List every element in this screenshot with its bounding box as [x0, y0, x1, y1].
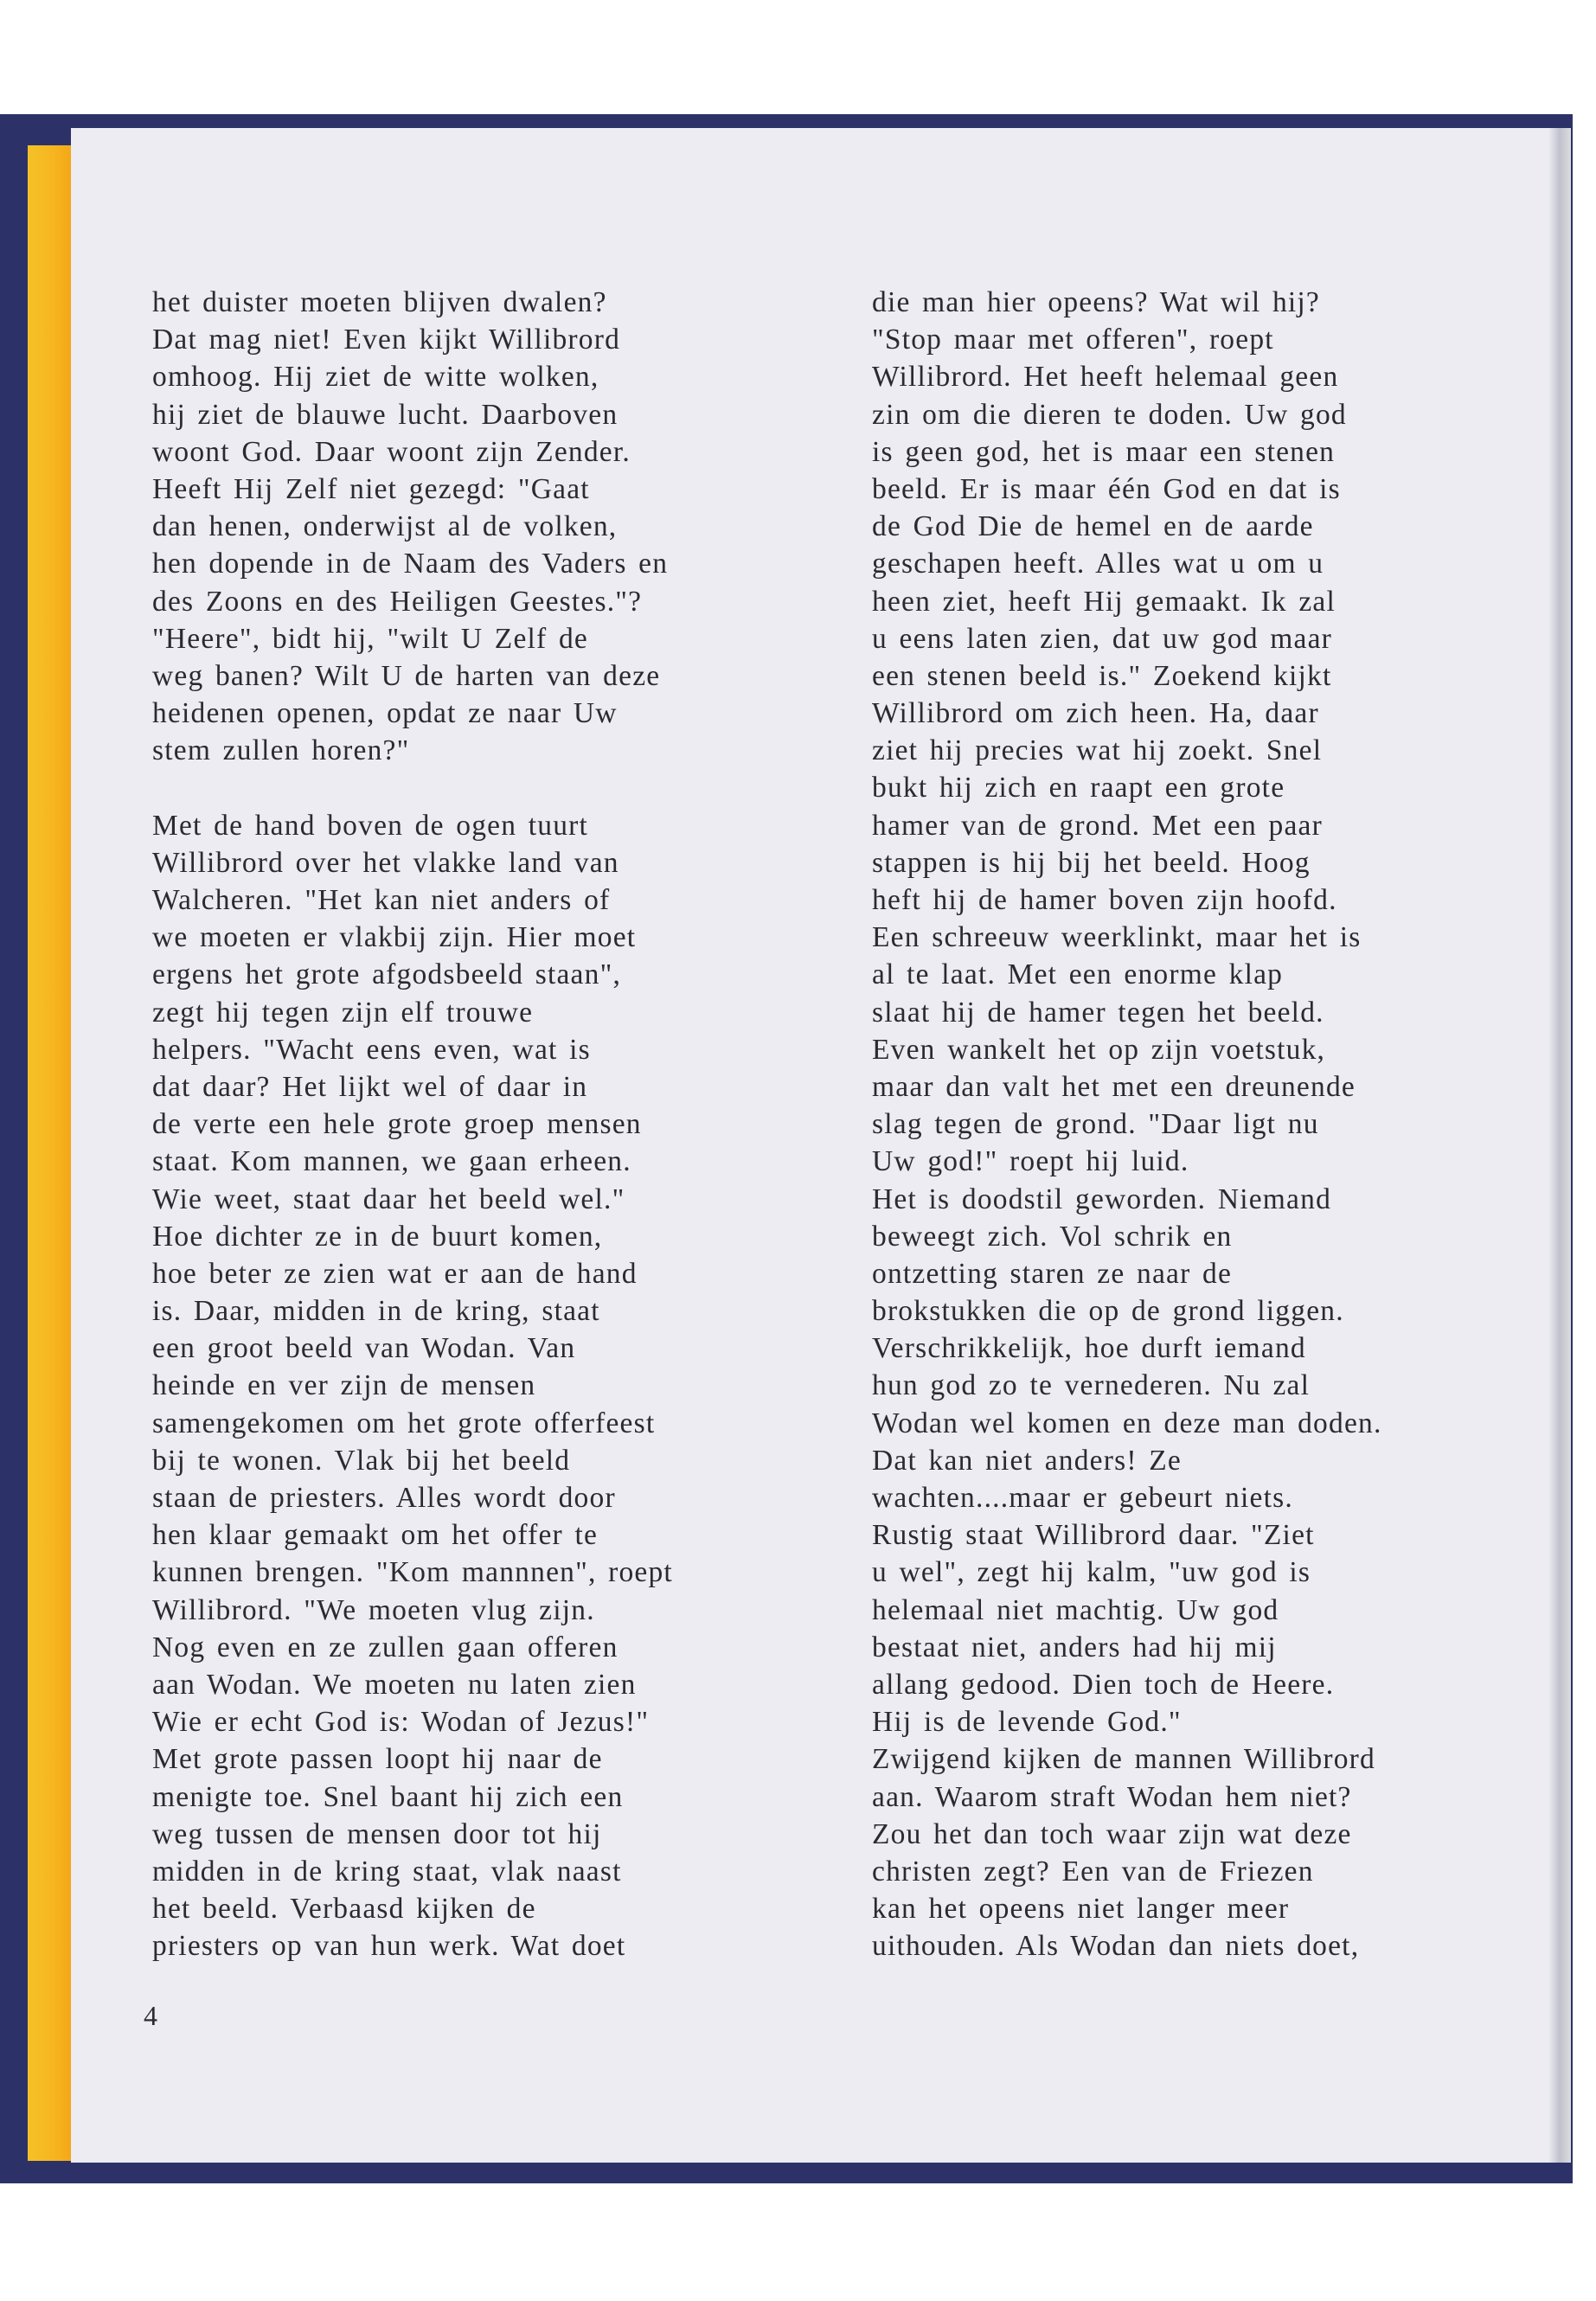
- text-line: de verte een hele grote groep mensen: [152, 1108, 642, 1141]
- text-line: hoe beter ze zien wat er aan de hand: [152, 1257, 638, 1290]
- right-text-column: [872, 284, 1382, 1965]
- text-line: helpers. "Wacht eens even, wat is: [152, 1033, 591, 1066]
- text-line: des Zoons en des Heiligen Geestes."?: [152, 585, 643, 618]
- text-line: bij te wonen. Vlak bij het beeld: [152, 1444, 571, 1477]
- text-line: hun god zo te vernederen. Nu zal: [872, 1369, 1311, 1402]
- text-line: u wel", zegt hij kalm, "uw god is: [872, 1556, 1311, 1589]
- text-line: we moeten er vlakbij zijn. Hier moet: [152, 921, 637, 954]
- text-line: brokstukken die op de grond liggen.: [872, 1295, 1344, 1328]
- text-line: Dat mag niet! Even kijkt Willibrord: [152, 324, 621, 356]
- text-line: is. Daar, midden in de kring, staat: [152, 1295, 600, 1328]
- text-line: Met de hand boven de ogen tuurt: [152, 809, 589, 842]
- text-line: Nog even en ze zullen gaan offeren: [152, 1631, 619, 1663]
- text-line: hij ziet de blauwe lucht. Daarboven: [152, 398, 619, 431]
- text-line: woont God. Daar woont zijn Zender.: [152, 435, 631, 468]
- page-fold-shadow: [1548, 128, 1571, 2163]
- left-text-column: [152, 284, 673, 1965]
- text-line: Uw god!" roept hij luid.: [872, 1145, 1189, 1178]
- text-line: Met grote passen loopt hij naar de: [152, 1743, 603, 1776]
- text-line: menigte toe. Snel baant hij zich een: [152, 1780, 624, 1813]
- text-line: priesters op van hun werk. Wat doet: [152, 1930, 626, 1963]
- text-line: stem zullen horen?": [152, 734, 410, 767]
- text-line: geschapen heeft. Alles wat u om u: [872, 548, 1324, 580]
- text-line: ziet hij precies wat hij zoekt. Snel: [872, 734, 1323, 767]
- text-line: Even wankelt het op zijn voetstuk,: [872, 1033, 1326, 1066]
- text-line: hen klaar gemaakt om het offer te: [152, 1519, 599, 1552]
- text-line: allang gedood. Dien toch de Heere.: [872, 1668, 1335, 1701]
- text-line: midden in de kring staat, vlak naast: [152, 1855, 622, 1888]
- text-line: een stenen beeld is." Zoekend kijkt: [872, 659, 1332, 692]
- text-line: beeld. Er is maar één God en dat is: [872, 472, 1341, 505]
- text-line: beweegt zich. Vol schrik en: [872, 1220, 1233, 1253]
- text-line: al te laat. Met een enorme klap: [872, 958, 1284, 991]
- text-line: stappen is hij bij het beeld. Hoog: [872, 846, 1311, 879]
- text-line: is geen god, het is maar een stenen: [872, 435, 1336, 468]
- text-line: heft hij de hamer boven zijn hoofd.: [872, 884, 1337, 916]
- text-line: Willibrord. "We moeten vlug zijn.: [152, 1593, 595, 1626]
- text-line: Heeft Hij Zelf niet gezegd: "Gaat: [152, 472, 590, 505]
- text-line: Willibrord om zich heen. Ha, daar: [872, 697, 1319, 730]
- text-line: Het is doodstil geworden. Niemand: [872, 1183, 1332, 1215]
- text-line: Hij is de levende God.": [872, 1706, 1182, 1739]
- text-line: Willibrord. Het heeft helemaal geen: [872, 361, 1339, 394]
- text-line: de God Die de hemel en de aarde: [872, 510, 1314, 543]
- text-line: u eens laten zien, dat uw god maar: [872, 622, 1333, 655]
- text-line: Wodan wel komen en deze man doden.: [872, 1407, 1382, 1439]
- text-line: samengekomen om het grote offerfeest: [152, 1407, 656, 1439]
- text-line: dat daar? Het lijkt wel of daar in: [152, 1070, 588, 1103]
- text-line: Willibrord over het vlakke land van: [152, 846, 619, 879]
- text-line: Zou het dan toch waar zijn wat deze: [872, 1817, 1352, 1850]
- text-line: slaat hij de hamer tegen het beeld.: [872, 996, 1324, 1029]
- text-line: kunnen brengen. "Kom mannnen", roept: [152, 1556, 673, 1589]
- text-line: Walcheren. "Het kan niet anders of: [152, 884, 611, 916]
- text-line: zegt hij tegen zijn elf trouwe: [152, 996, 534, 1029]
- text-line: aan Wodan. We moeten nu laten zien: [152, 1668, 637, 1701]
- text-line: zin om die dieren te doden. Uw god: [872, 398, 1347, 431]
- text-line: hen dopende in de Naam des Vaders en: [152, 548, 669, 580]
- text-line: kan het opeens niet langer meer: [872, 1893, 1290, 1926]
- book-spine-edge: [28, 145, 71, 2161]
- text-line: Hoe dichter ze in de buurt komen,: [152, 1220, 603, 1253]
- text-line: hamer van de grond. Met een paar: [872, 809, 1323, 842]
- text-line: het duister moeten blijven dwalen?: [152, 286, 607, 318]
- text-line: aan. Waarom straft Wodan hem niet?: [872, 1780, 1352, 1813]
- text-line: staat. Kom mannen, we gaan erheen.: [152, 1145, 631, 1178]
- text-line: een groot beeld van Wodan. Van: [152, 1332, 576, 1365]
- text-line: Wie er echt God is: Wodan of Jezus!": [152, 1706, 650, 1739]
- text-line: bestaat niet, anders had hij mij: [872, 1631, 1277, 1663]
- text-line: "Stop maar met offeren", roept: [872, 324, 1274, 356]
- text-line: uithouden. Als Wodan dan niets doet,: [872, 1930, 1360, 1963]
- text-line: Een schreeuw weerklinkt, maar het is: [872, 921, 1362, 954]
- text-line: die man hier opeens? Wat wil hij?: [872, 286, 1320, 318]
- text-line: heinde en ver zijn de mensen: [152, 1369, 536, 1402]
- text-line: heen ziet, heeft Hij gemaakt. Ik zal: [872, 585, 1336, 618]
- text-line: staan de priesters. Alles wordt door: [152, 1482, 616, 1514]
- text-line: het beeld. Verbaasd kijken de: [152, 1893, 536, 1926]
- text-line: "Heere", bidt hij, "wilt U Zelf de: [152, 622, 588, 655]
- text-line: christen zegt? Een van de Friezen: [872, 1855, 1314, 1888]
- text-line: Rustig staat Willibrord daar. "Ziet: [872, 1519, 1315, 1552]
- text-line: omhoog. Hij ziet de witte wolken,: [152, 361, 599, 394]
- text-line: wachten....maar er gebeurt niets.: [872, 1482, 1293, 1514]
- text-line: weg tussen de mensen door tot hij: [152, 1817, 602, 1850]
- text-line: weg banen? Wilt U de harten van deze: [152, 659, 661, 692]
- text-line: ontzetting staren ze naar de: [872, 1257, 1233, 1290]
- text-line: slag tegen de grond. "Daar ligt nu: [872, 1108, 1319, 1141]
- text-line: Zwijgend kijken de mannen Willibrord: [872, 1743, 1375, 1776]
- text-line: helemaal niet machtig. Uw god: [872, 1593, 1279, 1626]
- text-line: Dat kan niet anders! Ze: [872, 1444, 1182, 1477]
- paragraph-gap: [152, 769, 673, 806]
- text-line: Wie weet, staat daar het beeld wel.": [152, 1183, 625, 1215]
- text-line: ergens het grote afgodsbeeld staan",: [152, 958, 622, 991]
- text-line: maar dan valt het met een dreunende: [872, 1070, 1356, 1103]
- text-line: dan henen, onderwijst al de volken,: [152, 510, 618, 543]
- text-line: heidenen openen, opdat ze naar Uw: [152, 697, 618, 730]
- page-number: 4: [144, 2000, 157, 2031]
- text-line: Verschrikkelijk, hoe durft iemand: [872, 1332, 1306, 1365]
- text-line: bukt hij zich en raapt een grote: [872, 772, 1285, 804]
